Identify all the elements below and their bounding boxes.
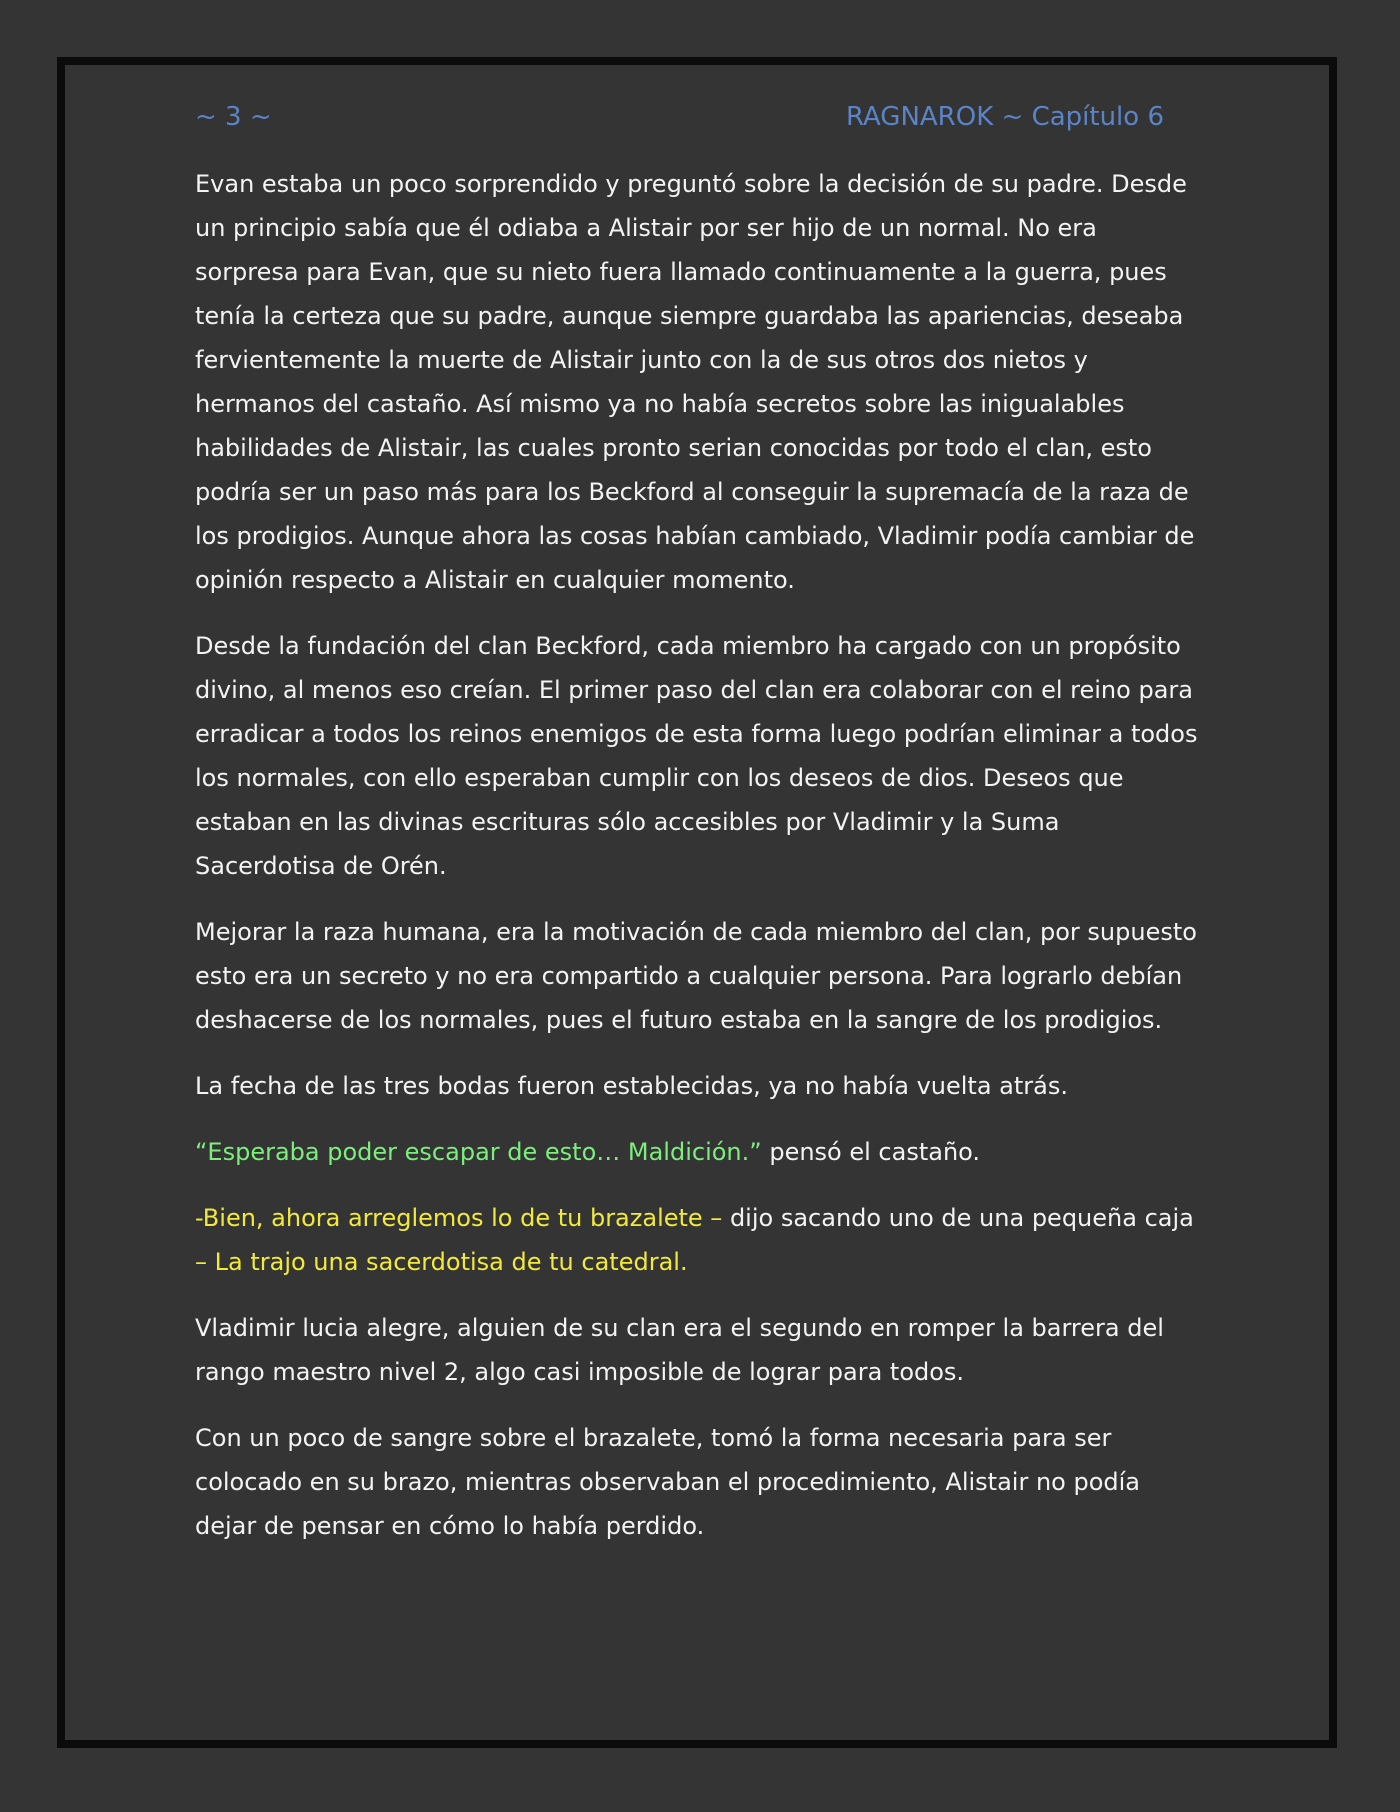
paragraph-8: Con un poco de sangre sobre el brazalete, tomó la forma necesaria para ser colocado en su brazo, mientras observaban el procedimiento, Alistair no podía dejar de pensar en cómo lo había perdido.: [195, 1424, 1141, 1540]
paragraph-1: Evan estaba un poco sorprendido y preguntó sobre la decisión de su padre. Desde un principio sabía que él odiaba a Alistair por ser hijo de un normal. No era sorpresa para Evan, que su nieto fuera llamado continuamente a la guerra, pues tenía la certeza que su padre, aunque siempre guardaba las apariencias, deseaba fervientemente la muerte de Alistair junto con la de sus otros dos nietos y hermanos del castaño. Así mismo ya no había secretos sobre las inigualables habilidades de Alistair, las cuales pronto serian conocidas por todo el clan, esto podría ser un paso más para los Beckford al conseguir la supremacía de la raza de los prodigios. Aunque ahora las cosas habían cambiado, Vladimir podía cambiar de opinión respecto a Alistair en cualquier momento.: [195, 170, 1195, 594]
dialogue-text: -Bien, ahora arreglemos lo de tu brazalete –: [195, 1204, 723, 1232]
paragraph-5: [195, 1130, 1205, 1174]
narration-text: pensó el castaño.: [761, 1138, 981, 1166]
page-header: [195, 95, 1164, 139]
page: [57, 57, 1337, 1748]
dialogue-text: – La trajo una sacerdotisa de tu catedral.: [195, 1248, 688, 1276]
paragraph-7: Vladimir lucia alegre, alguien de su clan era el segundo en romper la barrera del rango maestro nivel 2, algo casi imposible de lograr para todos.: [195, 1314, 1164, 1386]
running-title: RAGNAROK ~ Capítulo 6: [845, 102, 1164, 132]
page-number: ~ 3 ~: [195, 102, 272, 132]
chapter-text: [195, 162, 1205, 1570]
thought-text: “Esperaba poder escapar de esto… Maldición.”: [195, 1138, 762, 1166]
paragraph-2: Desde la fundación del clan Beckford, cada miembro ha cargado con un propósito divino, al menos eso creían. El primer paso del clan era colaborar con el reino para erradicar a todos los reinos enemigos de esta forma luego podrían eliminar a todos los normales, con ello esperaban cumplir con los deseos de dios. Deseos que estaban en las divinas escrituras sólo accesibles por Vladimir y la Suma Sacerdotisa de Orén.: [195, 632, 1198, 880]
narration-text: dijo sacando uno de una pequeña caja: [722, 1204, 1194, 1232]
paragraph-6: [195, 1196, 1205, 1284]
paragraph-3: Mejorar la raza humana, era la motivación de cada miembro del clan, por supuesto esto era un secreto y no era compartido a cualquier persona. Para lograrlo debían deshacerse de los normales, pues el futuro estaba en la sangre de los prodigios.: [195, 918, 1197, 1034]
paragraph-4: La fecha de las tres bodas fueron establecidas, ya no había vuelta atrás.: [195, 1072, 1068, 1100]
